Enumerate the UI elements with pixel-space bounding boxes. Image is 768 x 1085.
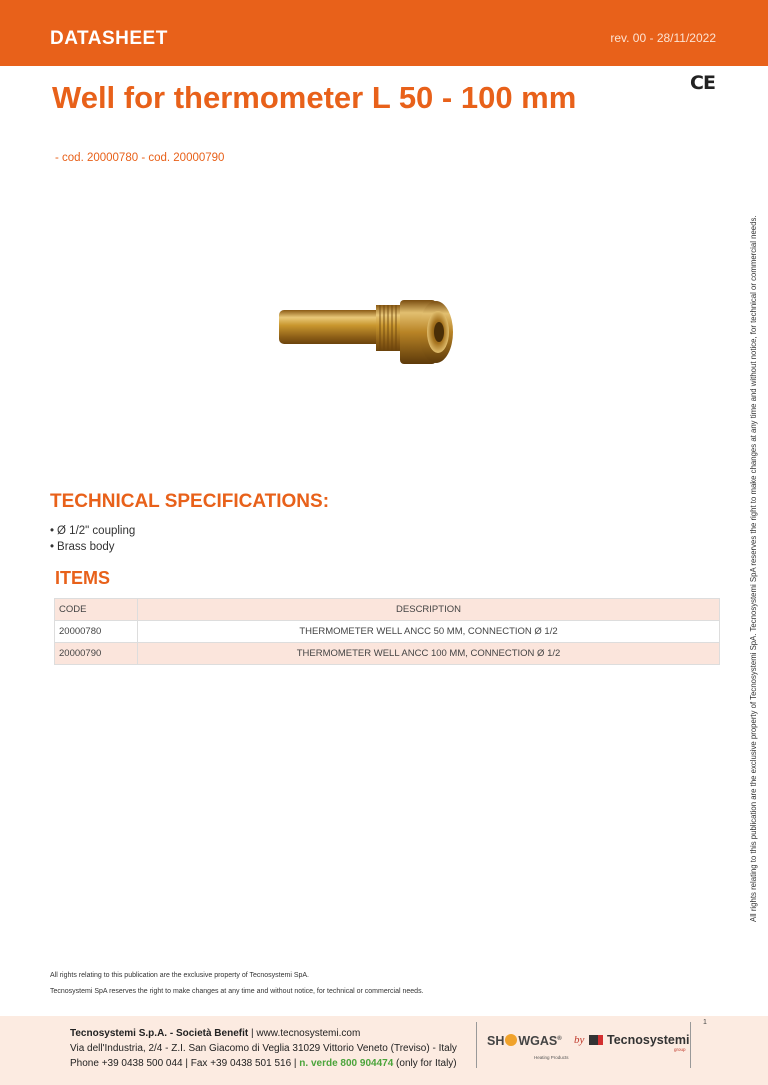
table-header-row <box>55 599 720 621</box>
spec-item-coupling: • Ø 1/2" coupling <box>50 523 135 539</box>
specification-list <box>50 523 135 555</box>
header-bar <box>0 0 768 66</box>
website-link[interactable]: www.tecnosystemi.com <box>256 1028 361 1039</box>
footer-divider <box>690 1022 691 1068</box>
tecnosystemi-group-label: group <box>674 1047 686 1052</box>
items-table <box>54 598 720 665</box>
phone-number: Phone +39 0438 500 044 <box>70 1058 183 1069</box>
tecnosystemi-logo <box>589 1033 689 1047</box>
showgas-tagline: Heating Products <box>534 1055 569 1060</box>
page-title: Well for thermometer L 50 - 100 mm <box>52 80 577 115</box>
footer-divider <box>476 1022 477 1068</box>
company-contact-block <box>70 1026 457 1071</box>
toll-free-note: (only for Italy) <box>396 1058 457 1069</box>
toll-free-number: n. verde 800 904474 <box>299 1058 394 1069</box>
vertical-rights-notice: All rights relating to this publication are the exclusive property of Tecnosystemi SpA. Tecnosystemi SpA reserves the right to make changes at any time and without notice, for technical or commercial needs. <box>749 215 758 922</box>
fax-number: Fax +39 0438 501 516 <box>190 1058 292 1069</box>
rights-footnote: All rights relating to this publication are the exclusive property of Tecnosystemi SpA. <box>50 972 309 979</box>
showgas-logo <box>487 1034 562 1048</box>
company-line: Tecnosystemi S.p.A. - Società Benefit | www.tecnosystemi.com <box>70 1028 361 1039</box>
item-description: THERMOMETER WELL ANCC 100 MM, CONNECTION Ø 1/2 <box>138 643 720 665</box>
contact-line: Phone +39 0438 500 044 | Fax +39 0438 501 516 | n. verde 800 904474 (only for Italy) <box>70 1058 457 1069</box>
tecnosystemi-logo-text: Tecnosystemi <box>607 1033 690 1047</box>
spec-item-body: • Brass body <box>50 539 135 555</box>
company-name: Tecnosystemi S.p.A. - Società Benefit <box>70 1028 249 1039</box>
ce-mark-icon: CE <box>690 72 715 94</box>
technical-specifications-heading: TECHNICAL SPECIFICATIONS: <box>50 491 330 512</box>
registered-mark: ® <box>557 1035 562 1042</box>
product-codes: - cod. 20000780 - cod. 20000790 <box>55 152 225 164</box>
page-number: 1 <box>703 1019 707 1026</box>
item-code: 20000790 <box>55 643 138 665</box>
item-description: THERMOMETER WELL ANCC 50 MM, CONNECTION Ø 1/2 <box>138 621 720 643</box>
flame-drop-icon <box>505 1034 517 1046</box>
column-header-code: CODE <box>55 599 138 621</box>
tecnosystemi-mark-icon <box>589 1035 603 1045</box>
column-header-description: DESCRIPTION <box>138 599 720 621</box>
revision-date: rev. 00 - 28/11/2022 <box>610 31 716 45</box>
company-address: Via dell'Industria, 2/4 - Z.I. San Giacomo di Veglia 31029 Vittorio Veneto (Treviso) - Italy <box>70 1043 457 1054</box>
showgas-logo-text: SH <box>487 1034 505 1048</box>
showgas-logo-text: WGAS <box>518 1034 558 1048</box>
document-type-label: DATASHEET <box>50 28 168 49</box>
table-row <box>55 621 720 643</box>
table-row <box>55 643 720 665</box>
items-heading: ITEMS <box>55 568 111 588</box>
item-code: 20000780 <box>55 621 138 643</box>
thermometer-well-photo <box>276 292 460 372</box>
by-label: by <box>574 1034 585 1046</box>
changes-footnote: Tecnosystemi SpA reserves the right to make changes at any time and without notice, for technical or commercial needs. <box>50 988 424 995</box>
